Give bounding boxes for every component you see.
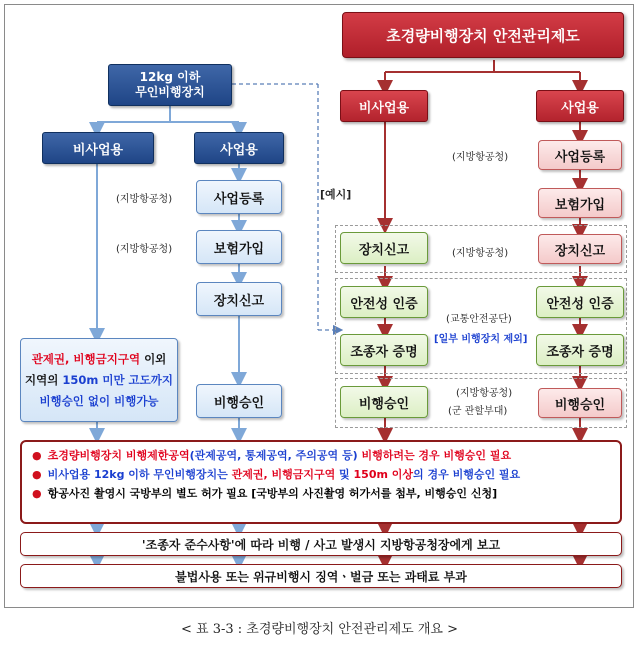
left-note-regional-2: (지방항공청): [116, 244, 173, 255]
bottom-bar-pilot-rules: '조종자 준수사항'에 따라 비행 / 사고 발생시 지방항공청장에게 보고: [20, 532, 622, 556]
note2-blue1: 비사업용 12kg 이하 무인비행장치는: [47, 468, 232, 481]
left-non-business-header: 비사업용: [42, 132, 154, 164]
right-b-device-report: 장치신고: [538, 234, 622, 264]
right-note-ts-exempt: [일부 비행장치 제외]: [434, 334, 528, 345]
note2-red: 관제권, 비행금지구역: [231, 468, 336, 481]
note-line-1: [32, 446, 610, 465]
note1-rest: 비행하려는 경우 비행승인 필요: [357, 449, 512, 462]
right-nb-device-report: 장치신고: [340, 232, 428, 264]
left-exempt-box: [20, 338, 178, 422]
left-step-flight-approval: 비행승인: [196, 384, 282, 418]
right-b-safety-cert: 안전성 인증: [536, 286, 624, 318]
exempt-no-approval: 비행승인 없이 비행가능: [39, 393, 159, 408]
right-b-pilot-cert: 조종자 증명: [536, 334, 624, 366]
right-nb-safety-cert: 안전성 인증: [340, 286, 428, 318]
notes-box: [20, 440, 622, 524]
right-step-business-registration: 사업등록: [538, 140, 622, 170]
left-step-insurance: 보험가입: [196, 230, 282, 264]
main-title: 초경량비행장치 안전관리제도: [342, 12, 624, 58]
bullet-icon: ●: [32, 487, 42, 500]
left-step-device-report: 장치신고: [196, 282, 282, 316]
right-note-regional-1: (지방항공청): [452, 152, 509, 163]
right-non-business-header: 비사업용: [340, 90, 428, 122]
right-business-header: 사업용: [536, 90, 624, 122]
note1-blue: (관제공역, 통제공역, 주의공역 등): [189, 449, 358, 462]
exempt-area-of: 지역의: [25, 372, 63, 387]
left-business-header: 사업용: [194, 132, 284, 164]
left-step-business-registration: 사업등록: [196, 180, 282, 214]
note1-red: 초경량비행장치 비행제한공역: [47, 449, 190, 462]
right-nb-flight-approval: 비행승인: [340, 386, 428, 418]
right-note-ts: (교통안전공단): [446, 314, 512, 325]
right-note-approval-1: (지방항공청): [456, 388, 513, 399]
note-line-3: [32, 484, 610, 503]
left-header-12kg-uav: [108, 64, 232, 106]
right-b-flight-approval: 비행승인: [538, 388, 622, 418]
note2-red2: 150m 이상: [353, 468, 414, 481]
left-note-regional-1: (지방항공청): [116, 194, 173, 205]
note3-text: 항공사진 촬영시 국방부의 별도 허가 필요 [국방부의 사진촬영 허가서를 첨부, 비행승인 신청]: [47, 487, 498, 500]
bullet-icon: ●: [32, 468, 42, 481]
right-step-insurance: 보험가입: [538, 188, 622, 218]
bullet-icon: ●: [32, 449, 42, 462]
exempt-outside: 이외: [140, 351, 167, 366]
note2-blue3: 의 경우 비행승인 필요: [413, 468, 521, 481]
example-label: [예시]: [320, 188, 352, 201]
note2-blue2: 및: [335, 468, 354, 481]
note-line-2: [32, 465, 610, 484]
right-note-regional-2: (지방항공청): [452, 248, 509, 259]
right-note-approval-2: (군 관할부대): [448, 406, 508, 417]
right-nb-pilot-cert: 조종자 증명: [340, 334, 428, 366]
exempt-restricted-zones: 관제권, 비행금지구역: [31, 351, 141, 366]
left-header-line1: 12kg 이하: [139, 70, 201, 84]
bottom-bar-penalty: 불법사용 또는 위규비행시 징역ㆍ벌금 또는 과태료 부과: [20, 564, 622, 588]
exempt-altitude: 150m 미만 고도까지: [62, 372, 173, 387]
figure-caption: < 표 3-3 : 초경량비행장치 안전관리제도 개요 >: [181, 622, 458, 637]
left-header-line2: 무인비행장치: [135, 85, 205, 99]
